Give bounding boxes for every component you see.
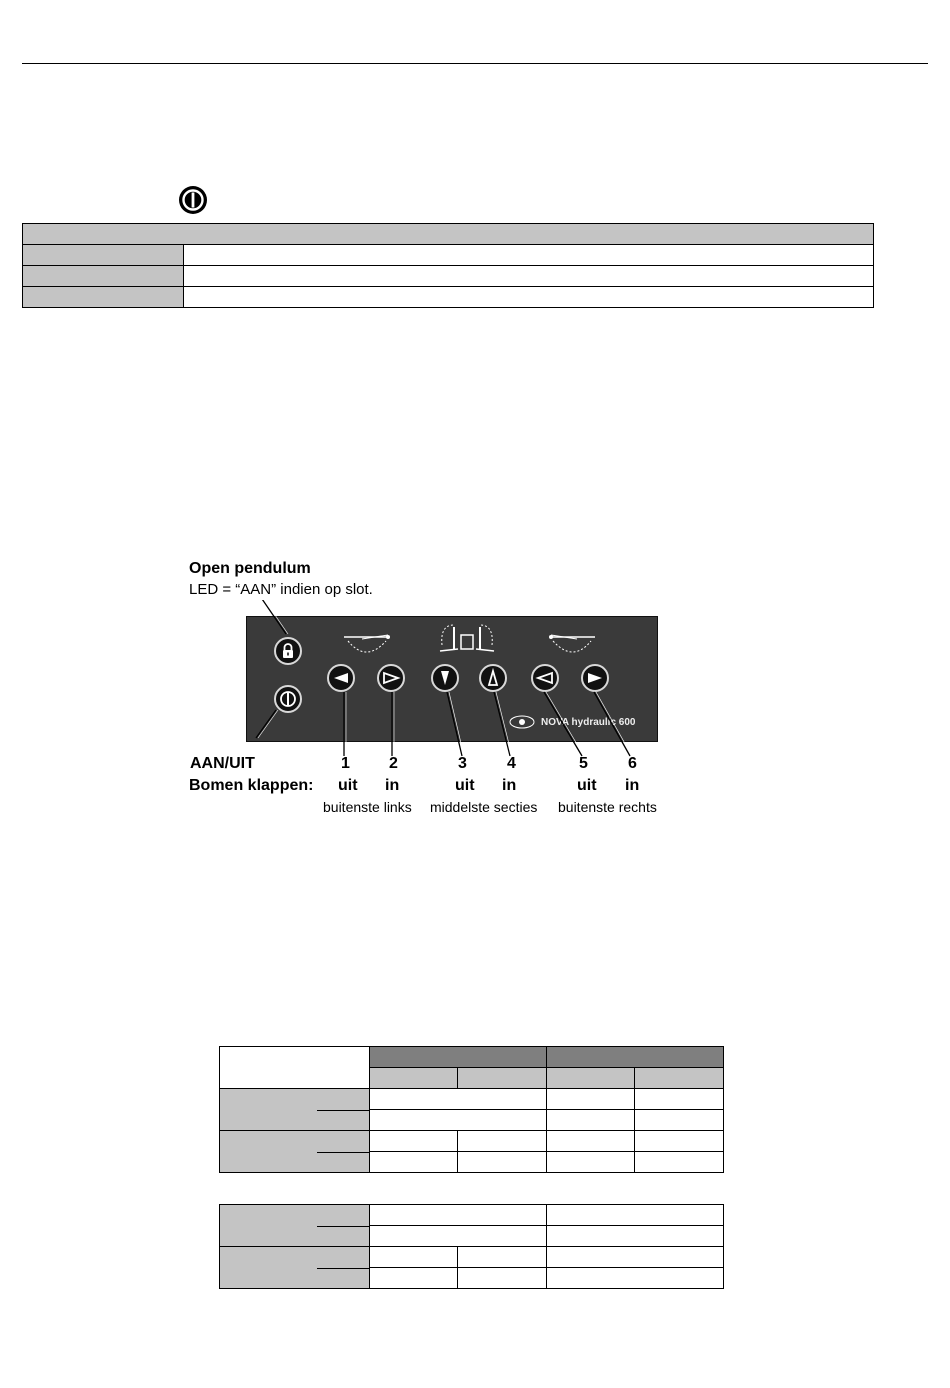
brand-label: NOVA hydraulic 600 bbox=[541, 717, 636, 728]
table-a-corner bbox=[220, 1047, 370, 1089]
info-table-cell bbox=[184, 266, 874, 287]
table-row-cell bbox=[546, 1152, 634, 1173]
table-row-cell bbox=[634, 1152, 723, 1173]
table-row-cell bbox=[546, 1226, 723, 1247]
table-a-subheader bbox=[546, 1068, 634, 1089]
table-a-row-label bbox=[220, 1089, 370, 1131]
table-row-cell bbox=[546, 1247, 723, 1268]
settings-table-a bbox=[219, 1046, 724, 1173]
on-off-label: AAN/UIT bbox=[190, 755, 255, 772]
table-row-cell bbox=[370, 1205, 546, 1226]
table-row-cell bbox=[634, 1089, 723, 1110]
table-row-cell bbox=[634, 1110, 723, 1131]
button-action-3: uit bbox=[455, 777, 475, 794]
open-pendulum-note: LED = “AAN” indien op slot. bbox=[189, 581, 373, 598]
table-a-group-header bbox=[370, 1047, 546, 1068]
button-action-4: in bbox=[502, 777, 517, 794]
table-row-cell bbox=[546, 1205, 723, 1226]
button-number-6: 6 bbox=[628, 755, 637, 772]
boom-fold-label: Bomen klappen: bbox=[189, 777, 314, 794]
group-label-outer-right: buitenste rechts bbox=[558, 799, 657, 815]
table-row-cell bbox=[546, 1110, 634, 1131]
table-row-cell bbox=[370, 1268, 458, 1289]
button-number-1: 1 bbox=[341, 755, 350, 772]
info-table bbox=[22, 223, 874, 308]
table-row-cell bbox=[370, 1152, 458, 1173]
table-a-subheader bbox=[458, 1068, 546, 1089]
info-table-label-cell bbox=[23, 287, 184, 308]
table-b-row-label bbox=[220, 1247, 370, 1289]
table-b-row-label bbox=[220, 1205, 370, 1247]
table-row-cell bbox=[370, 1110, 546, 1131]
button-number-4: 4 bbox=[507, 755, 516, 772]
table-row-cell bbox=[458, 1131, 546, 1152]
info-table-label-cell bbox=[23, 245, 184, 266]
button-number-2: 2 bbox=[389, 755, 398, 772]
button-number-5: 5 bbox=[579, 755, 588, 772]
group-label-outer-left: buitenste links bbox=[323, 799, 412, 815]
page-top-rule bbox=[22, 63, 928, 64]
settings-table-b bbox=[219, 1204, 724, 1289]
table-row-cell bbox=[370, 1247, 458, 1268]
table-row-cell bbox=[634, 1131, 723, 1152]
button-number-3: 3 bbox=[458, 755, 467, 772]
table-a-row-label bbox=[220, 1131, 370, 1173]
table-row-cell bbox=[546, 1268, 723, 1289]
info-table-cell bbox=[184, 245, 874, 266]
info-table-header bbox=[23, 224, 874, 245]
power-icon bbox=[178, 185, 208, 215]
table-row-cell bbox=[546, 1131, 634, 1152]
table-row-cell bbox=[458, 1268, 546, 1289]
button-action-1: uit bbox=[338, 777, 358, 794]
group-label-middle: middelste secties bbox=[430, 799, 538, 815]
table-row-cell bbox=[370, 1226, 546, 1247]
button-action-2: in bbox=[385, 777, 400, 794]
table-row-cell bbox=[546, 1089, 634, 1110]
table-row-cell bbox=[370, 1131, 458, 1152]
table-row-cell bbox=[458, 1152, 546, 1173]
button-action-5: uit bbox=[577, 777, 597, 794]
table-a-subheader bbox=[634, 1068, 723, 1089]
info-table-label-cell bbox=[23, 266, 184, 287]
table-row-cell bbox=[458, 1247, 546, 1268]
info-table-cell bbox=[184, 287, 874, 308]
table-a-group-header bbox=[546, 1047, 723, 1068]
leader-lines bbox=[180, 600, 680, 780]
table-row-cell bbox=[370, 1089, 546, 1110]
open-pendulum-title: Open pendulum bbox=[189, 560, 311, 577]
table-a-subheader bbox=[370, 1068, 458, 1089]
button-action-6: in bbox=[625, 777, 640, 794]
